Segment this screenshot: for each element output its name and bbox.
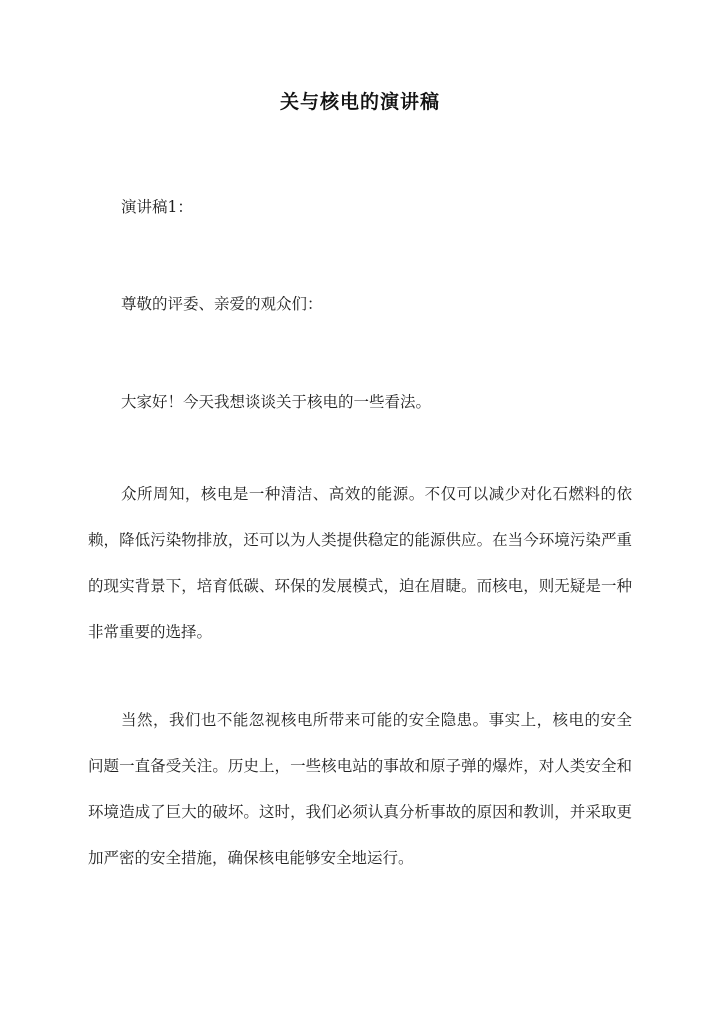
paragraph-greeting: 大家好！今天我想谈谈关于核电的一些看法。 [121, 393, 432, 411]
paragraph-benefits: 众所周知，核电是一种清洁、高效的能源。不仅可以减少对化石燃料的依赖，降低污染物排放，还可以为人类提供稳定的能源供应。在当今环境污染严重的现实背景下，培育低碳、环保的发展模式，迫在眉睫。而核电，则无疑是一种非常重要的选择。 [88, 485, 632, 641]
paragraph-speech-label: 演讲稿1： [121, 198, 193, 216]
paragraph-salutation: 尊敬的评委、亲爱的观众们： [121, 295, 323, 313]
paragraph-safety: 当然，我们也不能忽视核电所带来可能的安全隐患。事实上，核电的安全问题一直备受关注。历史上，一些核电站的事故和原子弹的爆炸，对人类安全和环境造成了巨大的破坏。这时，我们必须认真分析事故的原因和教训，并采取更加严密的安全措施，确保核电能够安全地运行。 [88, 711, 632, 867]
document-title: 关与核电的演讲稿 [279, 91, 440, 113]
